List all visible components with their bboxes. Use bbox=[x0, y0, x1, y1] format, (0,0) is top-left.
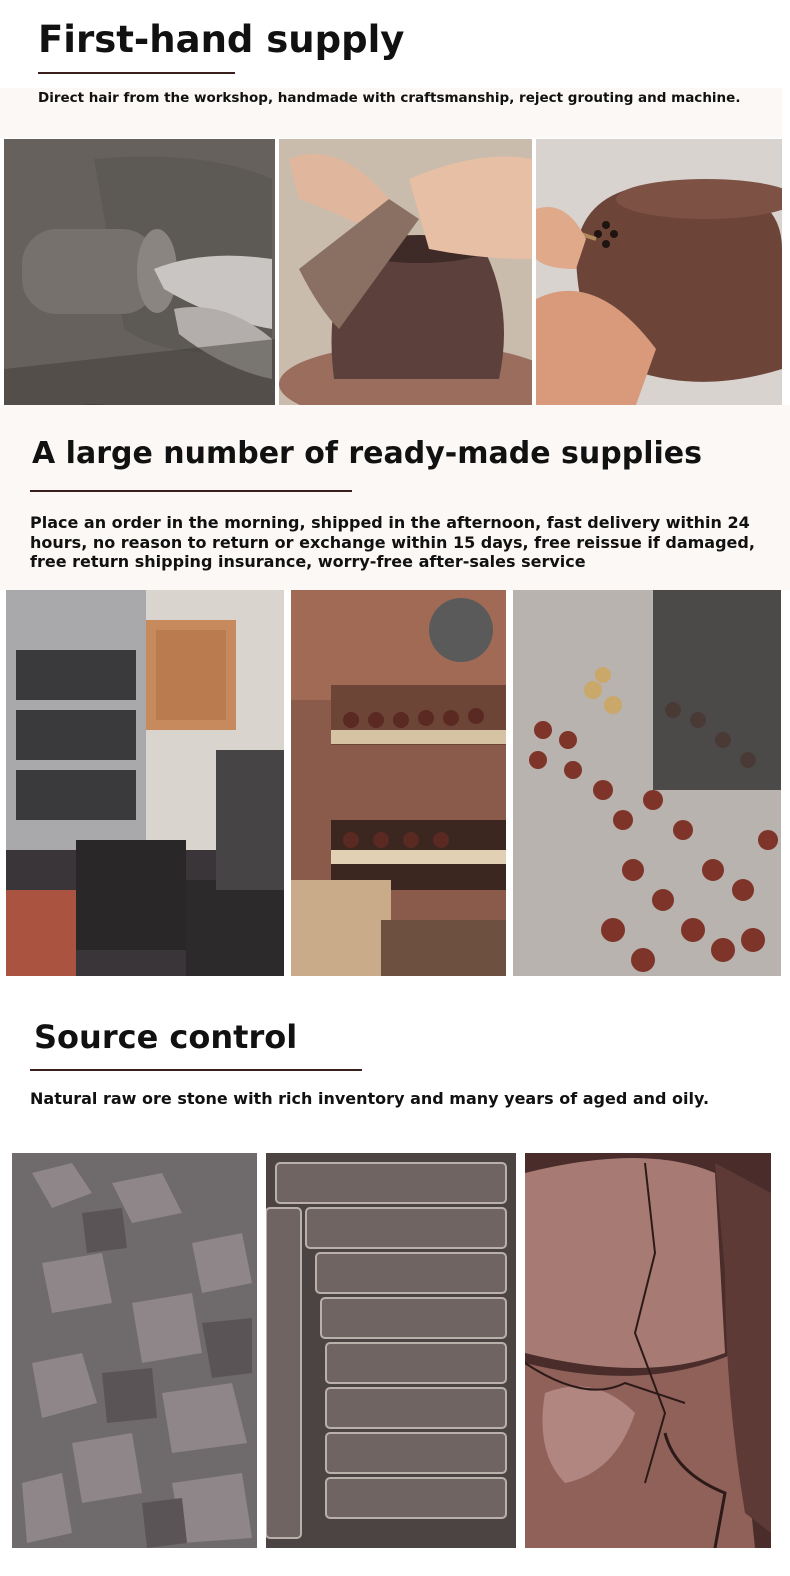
pot-shaping-on-wheel-photo bbox=[279, 139, 532, 405]
teapots-on-floor-photo bbox=[513, 590, 781, 976]
section-2-rule bbox=[30, 490, 352, 492]
section-2-subtitle: Place an order in the morning, shipped in the afternoon, fast delivery within 24 hours, no reason to return or exchange within 15 days, free reissue if damaged, free return shipping insurance, worry-free after-sales service bbox=[30, 513, 755, 571]
kiln-teapot-racks-photo bbox=[291, 590, 506, 976]
wrapped-clay-blocks-photo bbox=[266, 1153, 516, 1548]
section-1-rule bbox=[38, 72, 235, 74]
pot-lid-carving-photo bbox=[536, 139, 782, 405]
section-3-subtitle: Natural raw ore stone with rich inventory and many years of aged and oily. bbox=[30, 1089, 710, 1108]
warehouse-shelves-photo bbox=[6, 590, 284, 976]
section-2-title: A large number of ready-made supplies bbox=[32, 436, 702, 471]
clay-slab-rolling-photo bbox=[4, 139, 275, 405]
section-1-subtitle: Direct hair from the workshop, handmade with craftsmanship, reject grouting and machine. bbox=[38, 90, 741, 106]
raw-ore-stones-photo bbox=[12, 1153, 257, 1548]
section-1-title: First-hand supply bbox=[38, 18, 405, 61]
section-3-rule bbox=[30, 1069, 362, 1071]
cracked-purple-clay-photo bbox=[525, 1153, 771, 1548]
section-3-title: Source control bbox=[34, 1018, 298, 1056]
